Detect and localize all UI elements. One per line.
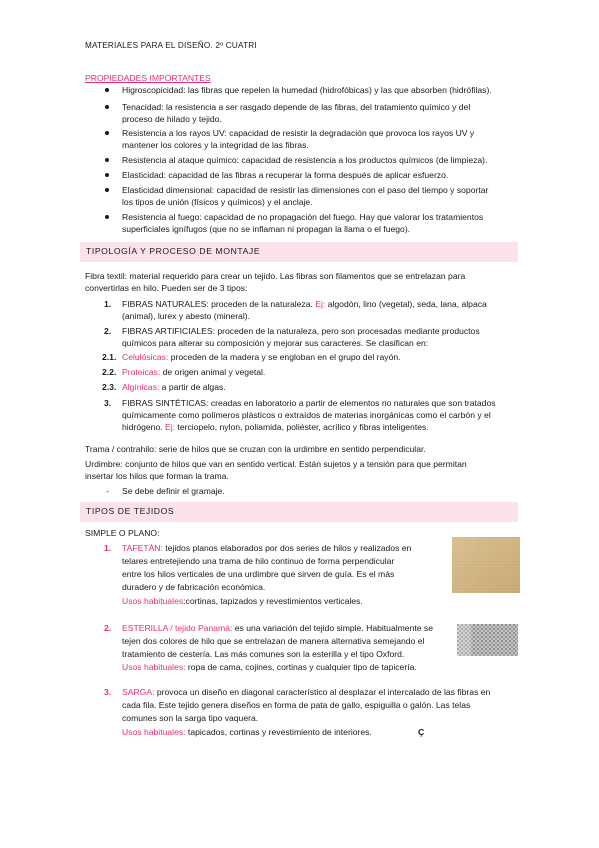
property-line: Elasticidad dimensional: capacidad de resistir las dimensiones con el paso del tiempo y soportar: [122, 185, 489, 195]
paragraph-line: Fibra textil: material requerido para crear un tejido. Las fibras son filamentos que se entrelazan para: [85, 271, 466, 281]
list-item-line: FIBRAS SINTÉTICAS: creadas en laboratorio a partir de elementos no naturales que son tratados: [122, 398, 496, 408]
bullet: [105, 88, 109, 92]
list-item-line: tejen dos colores de hilo que se entrelazan de manera alternativa semejando el: [122, 636, 425, 646]
page-header: MATERIALES PARA EL DISEÑO. 2º CUATRI: [85, 41, 257, 50]
list-number: 2.: [104, 326, 112, 336]
stray-character: Ç: [418, 727, 425, 737]
property-line: los tipos de unión (físicos y químicos) y el anclaje.: [122, 197, 313, 207]
list-item-line: Usos habituales: tapicados, cortinas y revestimiento de interiores.: [122, 727, 372, 737]
sublist-number: 2.2.: [102, 367, 117, 377]
tafetan-fabric-image: [452, 537, 520, 593]
list-item-line: químicos para alterar su composición y mejorar sus caracteres. Se clasifican en:: [122, 338, 429, 348]
section-title-tipologia: TIPOLOGÍA Y PROCESO DE MONTAJE: [86, 246, 261, 256]
subheading-simple: SIMPLE O PLANO:: [85, 528, 160, 538]
sublist-item: Proteicas: de origen animal y vegetal.: [122, 367, 266, 377]
section-band-tejidos: [80, 502, 518, 522]
list-number: 1.: [104, 299, 112, 309]
paragraph-line: Se debe definir el gramaje.: [122, 486, 225, 496]
sublist-number: 2.1.: [102, 352, 117, 362]
property-line: Resistencia a los rayos UV: capacidad de resistir la degradación que provoca los rayos UV y: [122, 128, 475, 138]
list-item-line: químicamente como polímeros plásticos o extraídos de materias inorgánicas como el carbón y el: [122, 410, 491, 420]
property-line: Resistencia al ataque químico: capacidad de resistencia a los productos químicos (de limpieza).: [122, 155, 488, 165]
dash-marker: -: [106, 486, 109, 496]
list-item-line: Usos habituales: ropa de cama, cojines, cortinas y cualquier tipo de tapicería.: [122, 662, 417, 672]
list-item-line: comunes son la sarga tipo vaquera.: [122, 713, 259, 723]
list-item-line: ESTERILLA / tejido Panamá: es una variación del tejido simple. Habitualmente se: [122, 623, 433, 633]
list-item-line: telares entretejiendo una trama de hilo continuo de forma perpendicular: [122, 556, 395, 566]
list-item-line: SARGA: provoca un diseño en diagonal característico al desplazar el intercalado de las fibras en: [122, 687, 491, 697]
bullet: [105, 158, 109, 162]
bullet: [105, 188, 109, 192]
esterilla-fabric-image: [457, 624, 518, 656]
property-line: Elasticidad: capacidad de las fibras a recuperar la forma después de aplicar esfuerzo.: [122, 170, 449, 180]
list-item-line: (animal), lurex y abesto (mineral).: [122, 311, 250, 321]
bullet: [105, 105, 109, 109]
bullet: [105, 173, 109, 177]
property-line: Tenacidad: la resistencia a ser rasgado depende de las fibras, del tratamiento químico y del: [122, 102, 471, 112]
bullet: [105, 215, 109, 219]
property-line: mantener los colores y la integridad de las fibras.: [122, 140, 309, 150]
list-number: 3.: [104, 398, 112, 408]
list-number: 2.: [104, 623, 112, 633]
section-band-tipologia: [80, 242, 518, 262]
paragraph-line: insertar los hilos que forman la trama.: [85, 471, 229, 481]
list-item-line: FIBRAS ARTIFICIALES: proceden de la naturaleza, pero son procesadas mediante productos: [122, 326, 480, 336]
sublist-item: Algínicas: a partir de algas.: [122, 382, 226, 392]
list-item-line: entre los hilos verticales de una urdimbre que sirven de guía. Es el más: [122, 569, 395, 579]
section-title-properties: PROPIEDADES IMPORTANTES: [85, 73, 211, 83]
list-item-line: Usos habituales:cortinas, tapizados y revestimientos verticales.: [122, 596, 363, 606]
list-item-line: cada fila. Este tejido genera diseños en forma de pata de gallo, espiguilla o galón. Las telas: [122, 700, 471, 710]
sublist-item: Celulósicas: proceden de la madera y se engloban en el grupo del rayón.: [122, 352, 401, 362]
list-item-line: TAFETÁN: tejidos planos elaborados por dos series de hilos y realizados en: [122, 543, 412, 553]
list-item-line: hidrógeno. Ej: terciopelo, nylon, poliamida, poliéster, acrílico y fibras inteligentes.: [122, 422, 429, 432]
list-number: 1.: [104, 543, 112, 553]
property-line: proceso de hilado y tejido.: [122, 114, 222, 124]
list-number: 3.: [104, 687, 112, 697]
paragraph-line: Trama / contrahilo: serie de hilos que se cruzan con la urdimbre en sentido perpendicular.: [85, 444, 426, 454]
paragraph-line: convertirlas en hilo. Pueden ser de 3 tipos:: [85, 283, 248, 293]
list-item-line: tratamiento de cestería. Las más comunes son la esterilla y el tipo Oxford.: [122, 649, 405, 659]
property-line: Resistencia al fuego: capacidad de no propagación del fuego. Hay que valorar los tratamientos: [122, 212, 484, 222]
list-item-line: FIBRAS NATURALES: proceden de la naturaleza. Ej: algodón, lino (vegetal), seda, lana, alpaca: [122, 299, 487, 309]
section-title-tejidos: TIPOS DE TEJIDOS: [86, 506, 175, 516]
bullet: [105, 131, 109, 135]
paragraph-line: Urdimbre: conjunto de hilos que van en sentido vertical. Están sujetos y a tensión para que permitan: [85, 459, 467, 469]
property-line: superficiales ignífugos (que no se inflaman ni propagan la llama o el fuego).: [122, 224, 411, 234]
list-item-line: duradero y de fabricación económica.: [122, 582, 266, 592]
sublist-number: 2.3.: [102, 382, 117, 392]
property-line: Higroscopicidad: las fibras que repelen la humedad (hidrofóbicas) y las que absorben (hidrófilas).: [122, 85, 492, 95]
